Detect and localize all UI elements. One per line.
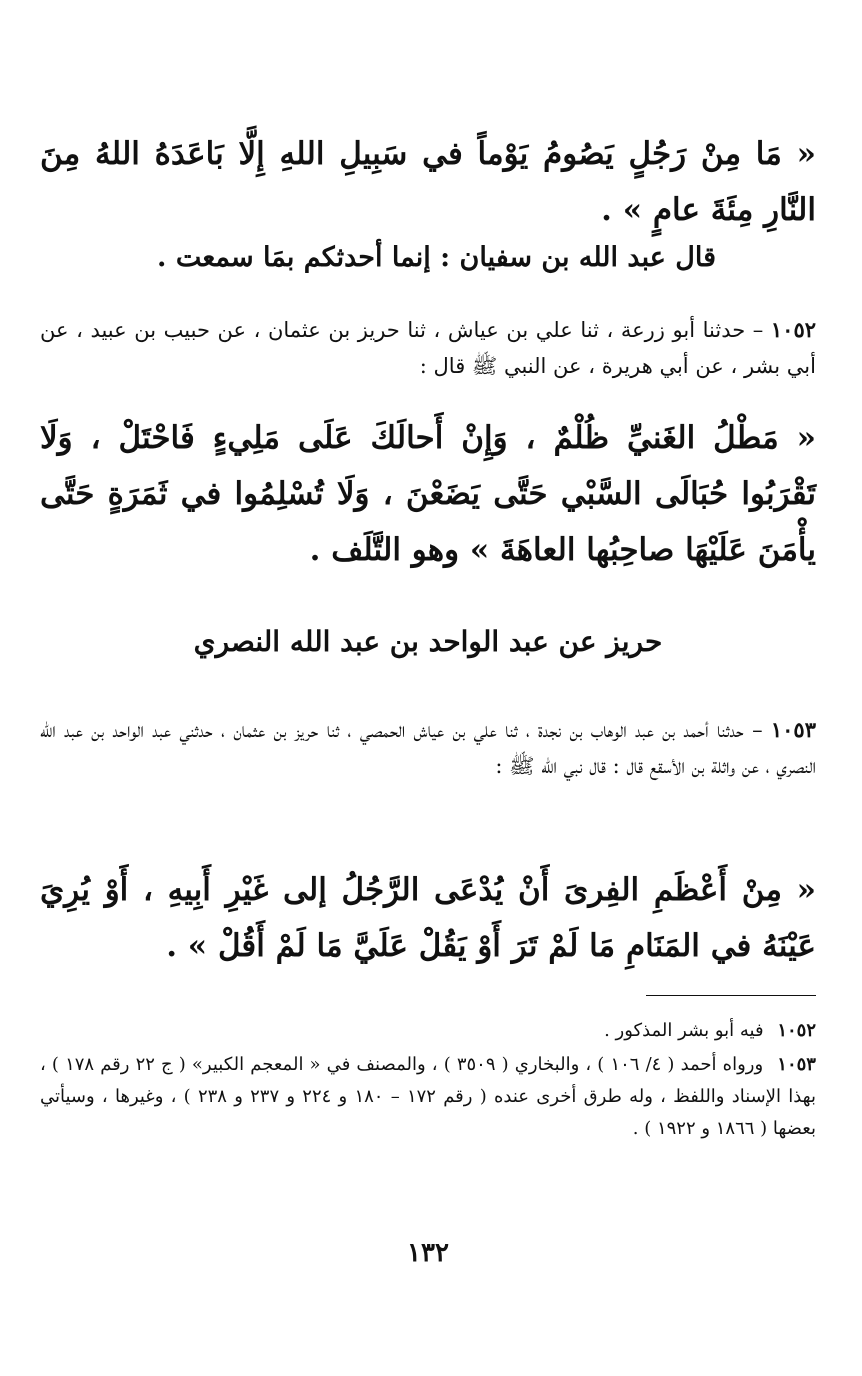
footnotes: [40, 1015, 816, 1147]
hadith-1052-matn: « مَطْلُ الغَنيِّ ظُلْمٌ ، وَإِنْ أَحالَكَ عَلَى مَلِيءٍ فَاحْتَلْ ، وَلَا تَقْرَبُوا حُبَالَى السَّبْي حَتَّى يَضَعْنَ ، وَلَا تُسْلِمُوا في ثَمَرَةٍ حَتَّى يأْمَنَ عَلَيْهَا صاحِبُها العاهَةَ » وهو التَّلَف .: [40, 420, 816, 568]
hadith-1053-isnad-block: [40, 712, 816, 784]
hadith-1053-matn: « مِنْ أَعْظَمِ الفِرىَ أَنْ يُدْعَى الرَّجُلُ إلى غَيْرِ أَبِيهِ ، أَوْ يُرِيَ عَيْنَهُ في المَنَامِ مَا لَمْ تَرَ أَوْ يَقُلْ عَلَيَّ مَا لَمْ أَقُلْ » .: [40, 872, 816, 964]
book-page: [40, 0, 816, 1376]
hadith-1052-isnad-block: [40, 312, 816, 384]
hadith-number: ١٠٥٢: [770, 317, 817, 342]
sufyan-note: قال عبد الله بن سفيان : إنما أحدثكم بمَا سمعت .: [157, 242, 716, 273]
hadith-1051-matn: « مَا مِنْ رَجُلٍ يَصُومُ يَوْماً في سَبِيلِ اللهِ إِلَّا بَاعَدَهُ اللهُ مِنَ النَّارِ مِئَةَ عامٍ » .: [40, 136, 816, 228]
page-number: ١٣٢: [407, 1238, 449, 1268]
footnote-divider: [646, 995, 816, 996]
footnote: [40, 1015, 816, 1047]
hadith-isnad: – حدثنا أبو زرعة ، ثنا علي بن عياش ، ثنا حريز بن عثمان ، عن حبيب بن عبيد ، عن أبي بشر ، عن أبي هريرة ، عن النبي ﷺ قال :: [40, 318, 816, 378]
hadith-isnad: – حدثنا أحمد بن عبد الوهاب بن نجدة ، ثنا علي بن عياش الحمصي ، ثنا حريز بن عثمان ، حدثني عبد الواحد بن عبد الله النصري ، عن واثلة بن الأسقع قال : قال نبي الله ﷺ :: [40, 718, 816, 778]
footnote-number: ١٠٥٢: [777, 1020, 816, 1041]
section-heading: حريز عن عبد الواحد بن عبد الله النصري: [193, 625, 663, 658]
footnote-text: فيه أبو بشر المذكور .: [604, 1020, 764, 1041]
hadith-number: ١٠٥٣: [770, 717, 816, 742]
footnote-number: ١٠٥٣: [777, 1054, 816, 1075]
footnote: [40, 1049, 816, 1145]
footnote-text: ورواه أحمد ( ٤/ ١٠٦ ) ، والبخاري ( ٣٥٠٩ ) ، والمصنف في « المعجم الكبير» ( ج ٢٢ رقم ١٧٨ ) ، بهذا الإسناد واللفظ ، وله طرق أخرى عنده ( رقم ١٧٢ – ١٨٠ و ٢٢٤ و ٢٣٧ و ٢٣٨ ) ، وغيرها ، وسيأتي بعضها ( ١٨٦٦ و ١٩٢٢ ) .: [40, 1054, 816, 1139]
